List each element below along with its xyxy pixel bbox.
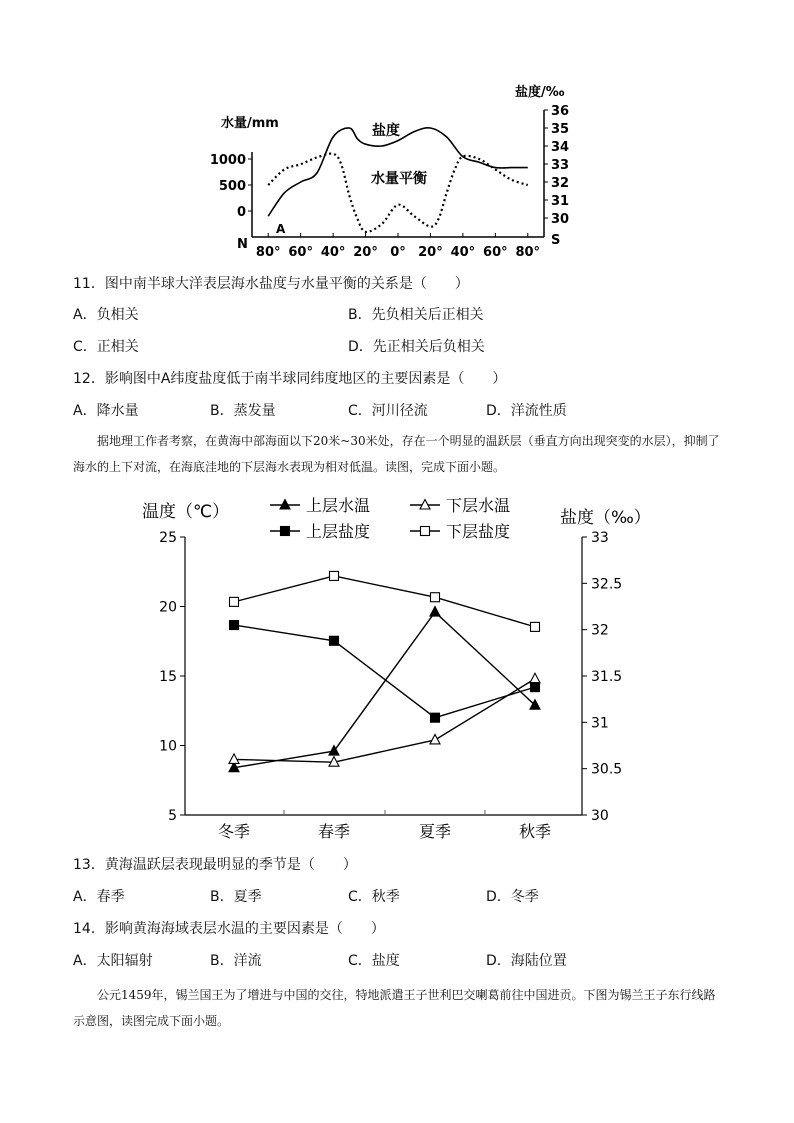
chart2-data-point [530, 673, 540, 683]
q13-option-b[interactable]: B．夏季 [210, 889, 262, 905]
chart2-legend-marker [280, 500, 290, 510]
chart2-legend-label: 上层水温 [306, 496, 371, 515]
chart2-legend-marker [281, 527, 290, 536]
question-14-stem: 14．影响黄海海域表层水温的主要因素是（ ） [73, 921, 385, 937]
chart2-legend-marker [421, 527, 430, 536]
chart2-left-tick-label: 25 [159, 530, 177, 546]
chart2-data-point [230, 621, 239, 630]
chart2-left-axis-label: 温度（℃） [142, 502, 230, 522]
chart2-data-point [330, 571, 339, 580]
chart2-data-point [330, 636, 339, 645]
chart1-x-tick-label: 40° [320, 245, 346, 260]
chart2-right-tick-label: 32.5 [591, 576, 623, 593]
chart2-right-tick-label: 30 [591, 808, 609, 824]
chart2-series-2 [230, 621, 540, 723]
q13-option-a[interactable]: A．春季 [73, 889, 125, 905]
chart2-series-line [234, 679, 535, 762]
chart1-left-axis-label: 水量/mm [221, 116, 279, 131]
chart2-series-1 [229, 673, 540, 766]
chart1-x-tick-label: 20° [353, 245, 378, 260]
chart2-data-point [430, 607, 440, 617]
q12-option-d[interactable]: D．洋流性质 [486, 403, 567, 419]
chart2-data-point [229, 754, 239, 764]
chart2-series-3 [230, 571, 540, 631]
chart1-x-tick-label: 80° [515, 245, 541, 260]
chart2-left-tick-label: 20 [159, 599, 177, 616]
question-12-stem: 12．影响图中A纬度盐度低于南半球同纬度地区的主要因素是（ ） [73, 371, 507, 387]
chart2-series-line [234, 576, 535, 627]
q12-option-c[interactable]: C．河川径流 [348, 403, 428, 419]
chart1-A-annotation: A [276, 222, 286, 236]
chart1-x-tick-label: 80° [255, 245, 281, 260]
chart1-left-tick-label: 500 [218, 179, 246, 194]
chart2-x-tick-label: 春季 [317, 822, 351, 841]
chart1-right-tick-label: 36 [551, 104, 570, 119]
chart2-data-point [431, 713, 440, 722]
q11-option-c[interactable]: C．正相关 [73, 339, 139, 355]
salinity-water-balance-chart [209, 72, 585, 264]
question-13-stem: 13．黄海温跃层表现最明显的季节是（ ） [73, 857, 357, 873]
q12-option-b[interactable]: B．蒸发量 [210, 403, 276, 419]
chart2-x-tick-label: 夏季 [418, 822, 452, 841]
chart2-data-point [531, 622, 540, 631]
chart2-x-tick-label: 冬季 [217, 822, 251, 841]
chart2-left-tick-label: 10 [159, 738, 177, 755]
q14-option-c[interactable]: C．盐度 [348, 953, 400, 969]
chart2-right-axis-label: 盐度（‰） [560, 508, 651, 528]
chart2-left-tick-label: 15 [159, 669, 177, 685]
q13-option-c[interactable]: C．秋季 [348, 889, 400, 905]
chart2-legend-label: 上层盐度 [306, 522, 371, 541]
chart1-right-tick-label: 31 [551, 194, 570, 209]
passage-yellow-sea-thermocline: 据地理工作者考察，在黄海中部海面以下20米~30米处，存在一个明显的温跃层（垂直方向出现突变的水层），抑制了海水的上下对流，在海底洼地的下层海水表现为相对低温。读图，完成下面小题。 [73, 434, 720, 474]
q11-option-d[interactable]: D．先正相关后负相关 [348, 339, 485, 355]
chart1-right-tick-label: 33 [551, 158, 570, 173]
chart2-right-tick-label: 33 [591, 530, 609, 546]
q11-option-a[interactable]: A．负相关 [73, 307, 139, 323]
passage-ceylon-prince: 公元1459年，锡兰国王为了增进与中国的交往，特地派遣王子世利巴交喇葛前往中国进贡。下图为锡兰王子东行线路示意图，读图完成下面小题。 [73, 988, 716, 1028]
chart2-right-tick-label: 32 [591, 622, 609, 639]
chart1-right-axis-label: 盐度/‰ [515, 85, 565, 100]
q14-option-d[interactable]: D．海陆位置 [486, 953, 567, 969]
chart2-data-point [430, 734, 440, 744]
chart2-right-tick-label: 31 [591, 715, 609, 732]
chart1-x-tick-label: 60° [483, 245, 508, 260]
chart2-legend [270, 496, 510, 541]
chart1-water-balance-annotation: 水量平衡 [371, 171, 427, 187]
chart1-right-tick-label: 32 [551, 176, 570, 191]
question-11-stem: 11．图中南半球大洋表层海水盐度与水量平衡的关系是（ ） [73, 276, 469, 292]
chart1-x-tick-label: 20° [418, 245, 443, 260]
q11-option-b[interactable]: B．先负相关后正相关 [348, 307, 484, 323]
chart1-right-bottom-letter: S [551, 233, 561, 248]
chart2-right-tick-label: 30.5 [591, 761, 623, 778]
chart2-left-tick-label: 5 [168, 808, 177, 824]
chart2-right-tick-label: 31.5 [591, 669, 623, 685]
q14-option-b[interactable]: B．洋流 [210, 953, 262, 969]
chart2-legend-marker [420, 500, 430, 510]
chart2-series-line [234, 625, 535, 718]
chart1-left-tick-label: 1000 [209, 153, 246, 168]
chart2-legend-label: 下层水温 [446, 496, 511, 515]
chart1-right-tick-label: 35 [551, 122, 570, 137]
chart2-data-point [431, 593, 440, 602]
chart1-x-tick-label: 60° [288, 245, 313, 260]
q12-option-a[interactable]: A．降水量 [73, 403, 139, 419]
chart1-left-bottom-letter: N [237, 237, 248, 252]
q13-option-d[interactable]: D．冬季 [486, 889, 539, 905]
chart2-data-point [230, 597, 239, 606]
chart1-salinity-annotation: 盐度 [372, 123, 400, 139]
chart1-x-tick-label: 40° [450, 245, 476, 260]
chart1-x-tick-label: 0° [390, 245, 406, 260]
chart1-left-tick-label: 0 [236, 205, 246, 220]
chart1-right-tick-label: 34 [551, 140, 570, 155]
chart2-series-line [234, 612, 535, 768]
chart2-x-tick-label: 秋季 [518, 822, 552, 841]
chart1-right-tick-label: 30 [551, 212, 570, 227]
q14-option-a[interactable]: A．太阳辐射 [73, 953, 153, 969]
chart2-data-point [531, 683, 540, 692]
yellow-sea-temperature-salinity-chart [130, 490, 670, 846]
chart2-legend-label: 下层盐度 [446, 522, 511, 541]
